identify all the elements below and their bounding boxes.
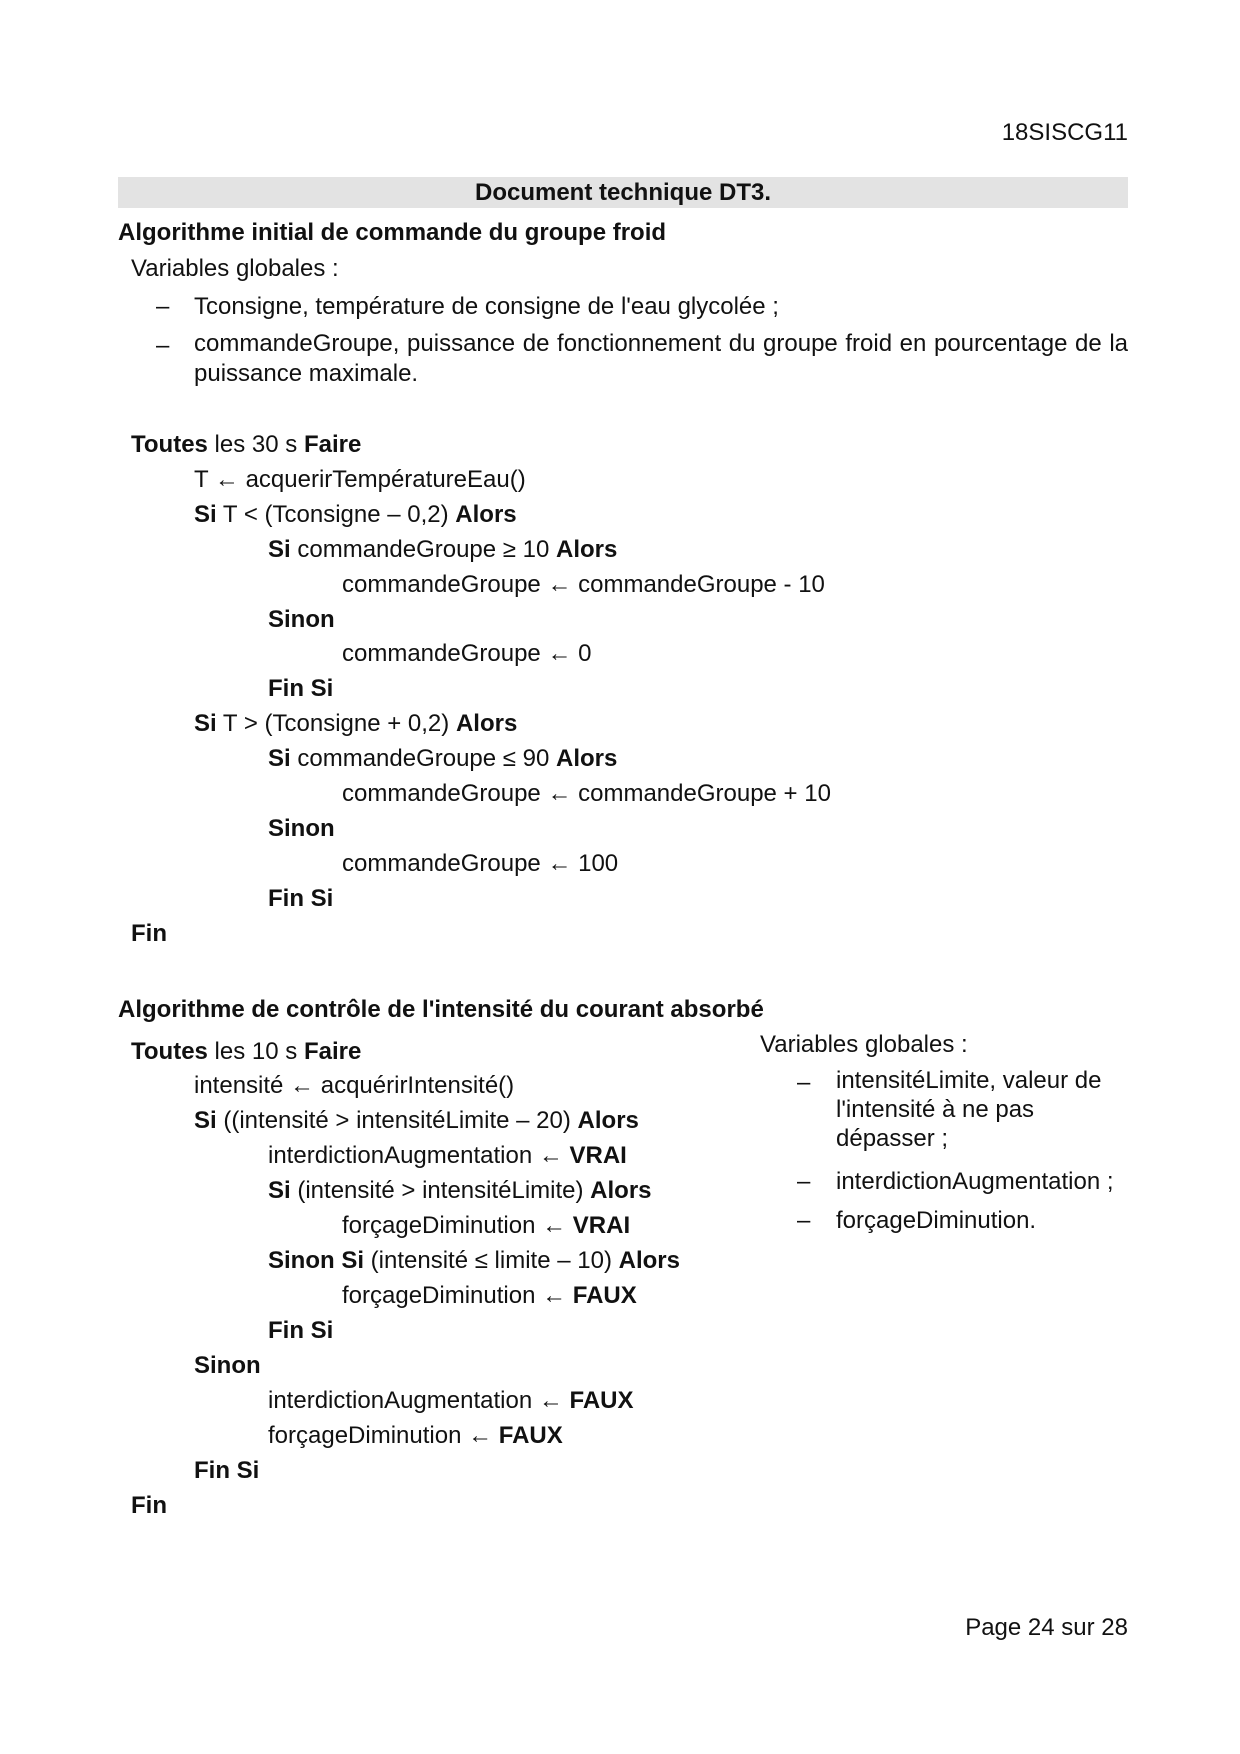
document-reference: 18SISCG11	[1001, 119, 1128, 146]
section2-title: Algorithme de contrôle de l'intensité du courant absorbé	[118, 996, 764, 1023]
algo-line: commandeGroupe ← commandeGroupe - 10	[342, 571, 825, 598]
algo-line: Sinon	[268, 606, 335, 633]
bullet-dash: –	[797, 1207, 811, 1234]
algo-line: Toutes les 30 s Faire	[131, 431, 362, 458]
algo-line: forçageDiminution ← FAUX	[268, 1422, 563, 1449]
list-item: Tconsigne, température de consigne de l'eau glycolée ;	[194, 293, 779, 320]
algo-line: Sinon Si (intensité ≤ limite – 10) Alors	[268, 1247, 680, 1274]
page-number: Page 24 sur 28	[965, 1614, 1128, 1641]
algo-line: forçageDiminution ← FAUX	[342, 1282, 637, 1309]
algo-line: Fin Si	[194, 1457, 260, 1484]
document-title-bar	[118, 177, 1128, 208]
algo-line: Si T < (Tconsigne – 0,2) Alors	[194, 501, 517, 528]
section1-title: Algorithme initial de commande du groupe froid	[118, 219, 667, 246]
algo-line: Sinon	[194, 1352, 261, 1379]
algo-line: Si T > (Tconsigne + 0,2) Alors	[194, 710, 518, 737]
algo-line: interdictionAugmentation ← FAUX	[268, 1387, 634, 1414]
algo-line: T ← acquerirTempératureEau()	[194, 466, 526, 493]
list-item: interdictionAugmentation ;	[836, 1168, 1114, 1195]
algo-line: Sinon	[268, 815, 335, 842]
algo-line: commandeGroupe ← 0	[342, 640, 592, 667]
algo-line: Si commandeGroupe ≥ 10 Alors	[268, 536, 618, 563]
list-item: commandeGroupe, puissance de fonctionnement du groupe froid en pourcentage de la puissance maximale.	[194, 330, 1128, 387]
algo-line: Fin	[131, 1492, 167, 1519]
algo-line: Fin Si	[268, 1317, 334, 1344]
section2-vars-heading: Variables globales :	[760, 1031, 968, 1058]
algo-line: Si commandeGroupe ≤ 90 Alors	[268, 745, 618, 772]
algo-line: Fin	[131, 920, 167, 947]
section1-vars-heading: Variables globales :	[131, 255, 339, 282]
algo-line: Si (intensité > intensitéLimite) Alors	[268, 1177, 652, 1204]
list-item: intensitéLimite, valeur de l'intensité à ne pas dépasser ;	[836, 1067, 1102, 1152]
algo-line: Fin Si	[268, 675, 334, 702]
algo-line: commandeGroupe ← commandeGroupe + 10	[342, 780, 831, 807]
algo-line: Toutes les 10 s Faire	[131, 1038, 362, 1065]
bullet-dash: –	[797, 1168, 811, 1195]
bullet-dash: –	[156, 332, 170, 359]
algo-line: intensité ← acquérirIntensité()	[194, 1072, 515, 1099]
document-title: Document technique DT3.	[474, 179, 772, 206]
algo-line: commandeGroupe ← 100	[342, 850, 619, 877]
algo-line: Fin Si	[268, 885, 334, 912]
algo-line: Si ((intensité > intensitéLimite – 20) Alors	[194, 1107, 639, 1134]
algo-line: forçageDiminution ← VRAI	[342, 1212, 631, 1239]
bullet-dash: –	[156, 293, 170, 320]
list-item: forçageDiminution.	[836, 1207, 1037, 1234]
algo-line: interdictionAugmentation ← VRAI	[268, 1142, 627, 1169]
bullet-dash: –	[797, 1069, 811, 1096]
